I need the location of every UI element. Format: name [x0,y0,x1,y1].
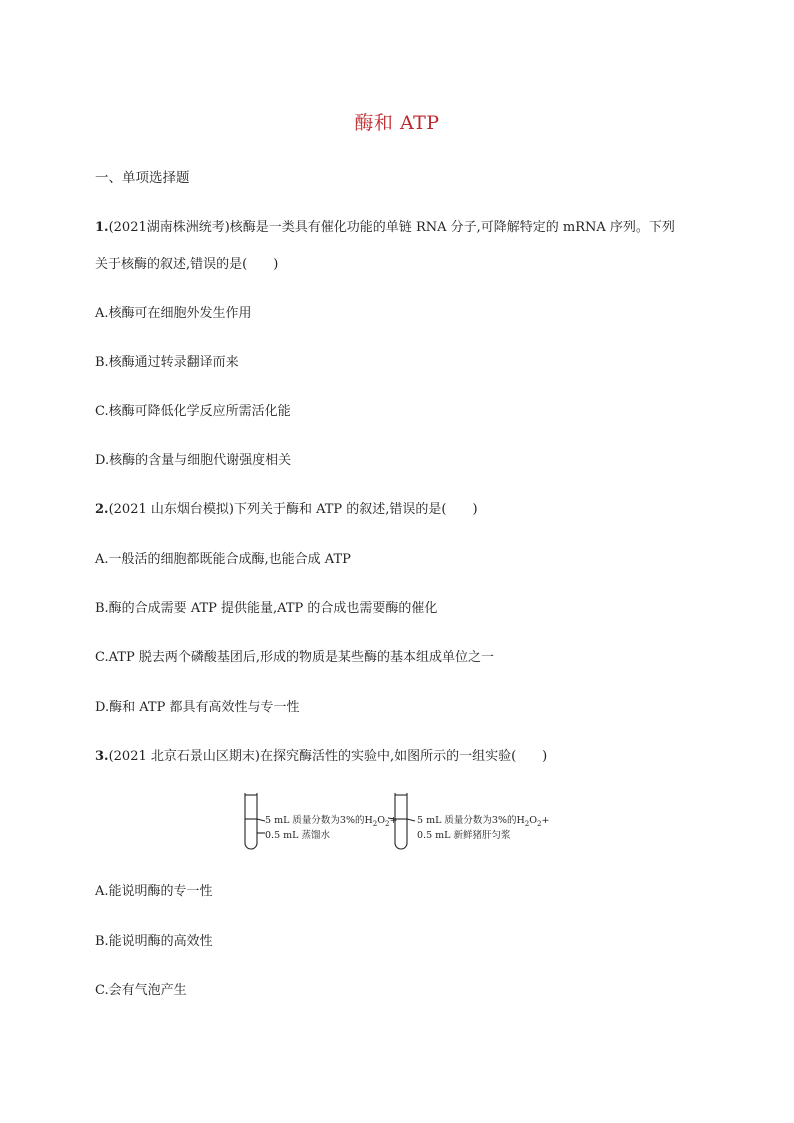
test-tube-figure [243,793,563,853]
tube-2-label-line1: 5 mL 质量分数为3%的$H_2O_2+$ [417,815,550,828]
question-3-option-c: C.会有气泡产生 [95,983,187,998]
test-tube-1 [245,793,265,849]
section-heading: 一、单项选择题 [95,170,190,186]
question-2-option-a: A.一般活的细胞都既能合成酶,也能合成 ATP [95,552,351,567]
question-1-option-d: D.核酶的含量与细胞代谢强度相关 [95,453,292,468]
page-title: 酶和 ATP [354,112,440,134]
question-2-stem [95,498,478,517]
question-1-option-b: B.核酶通过转录翻译而来 [95,355,239,370]
question-2-option-c: C.ATP 脱去两个磷酸基团后,形成的物质是某些酶的基本组成单位之一 [95,650,494,665]
question-3-option-a: A.能说明酶的专一性 [95,884,213,899]
question-2-number: 2. [95,502,109,517]
question-2-option-b: B.酶的合成需要 ATP 提供能量,ATP 的合成也需要酶的催化 [95,601,438,616]
question-3-number: 3. [95,749,109,764]
tube-1-label-line2: 0.5 mL 蒸馏水 [265,830,330,841]
question-3-stem-text: (2021 北京石景山区期末)在探究酶活性的实验中,如图所示的一组实验( ) [108,749,548,764]
question-1-stem [95,216,675,235]
question-2-stem-text: (2021 山东烟台模拟)下列关于酶和 ATP 的叙述,错误的是( ) [108,502,478,517]
question-3-option-b: B.能说明酶的高效性 [95,934,213,949]
question-2-option-d: D.酶和 ATP 都具有高效性与专一性 [95,700,300,715]
question-1-option-c: C.核酶可降低化学反应所需活化能 [95,404,291,419]
tube-1-label-line1: 5 mL 质量分数为3%的$H_2O_2+$ [265,815,398,828]
question-3-stem [95,745,547,764]
question-1-option-a: A.核酶可在细胞外发生作用 [95,306,252,321]
question-1-number: 1. [95,220,109,235]
question-1-stem-line1: (2021湖南株洲统考)核酶是一类具有催化功能的单链 RNA 分子,可降解特定的 mRNA 序列。下列 [108,220,675,235]
tube-2-label-line2: 0.5 mL 新鲜猪肝匀浆 [417,830,511,841]
question-1-stem-line2: 关于核酶的叙述,错误的是( ) [95,257,279,272]
